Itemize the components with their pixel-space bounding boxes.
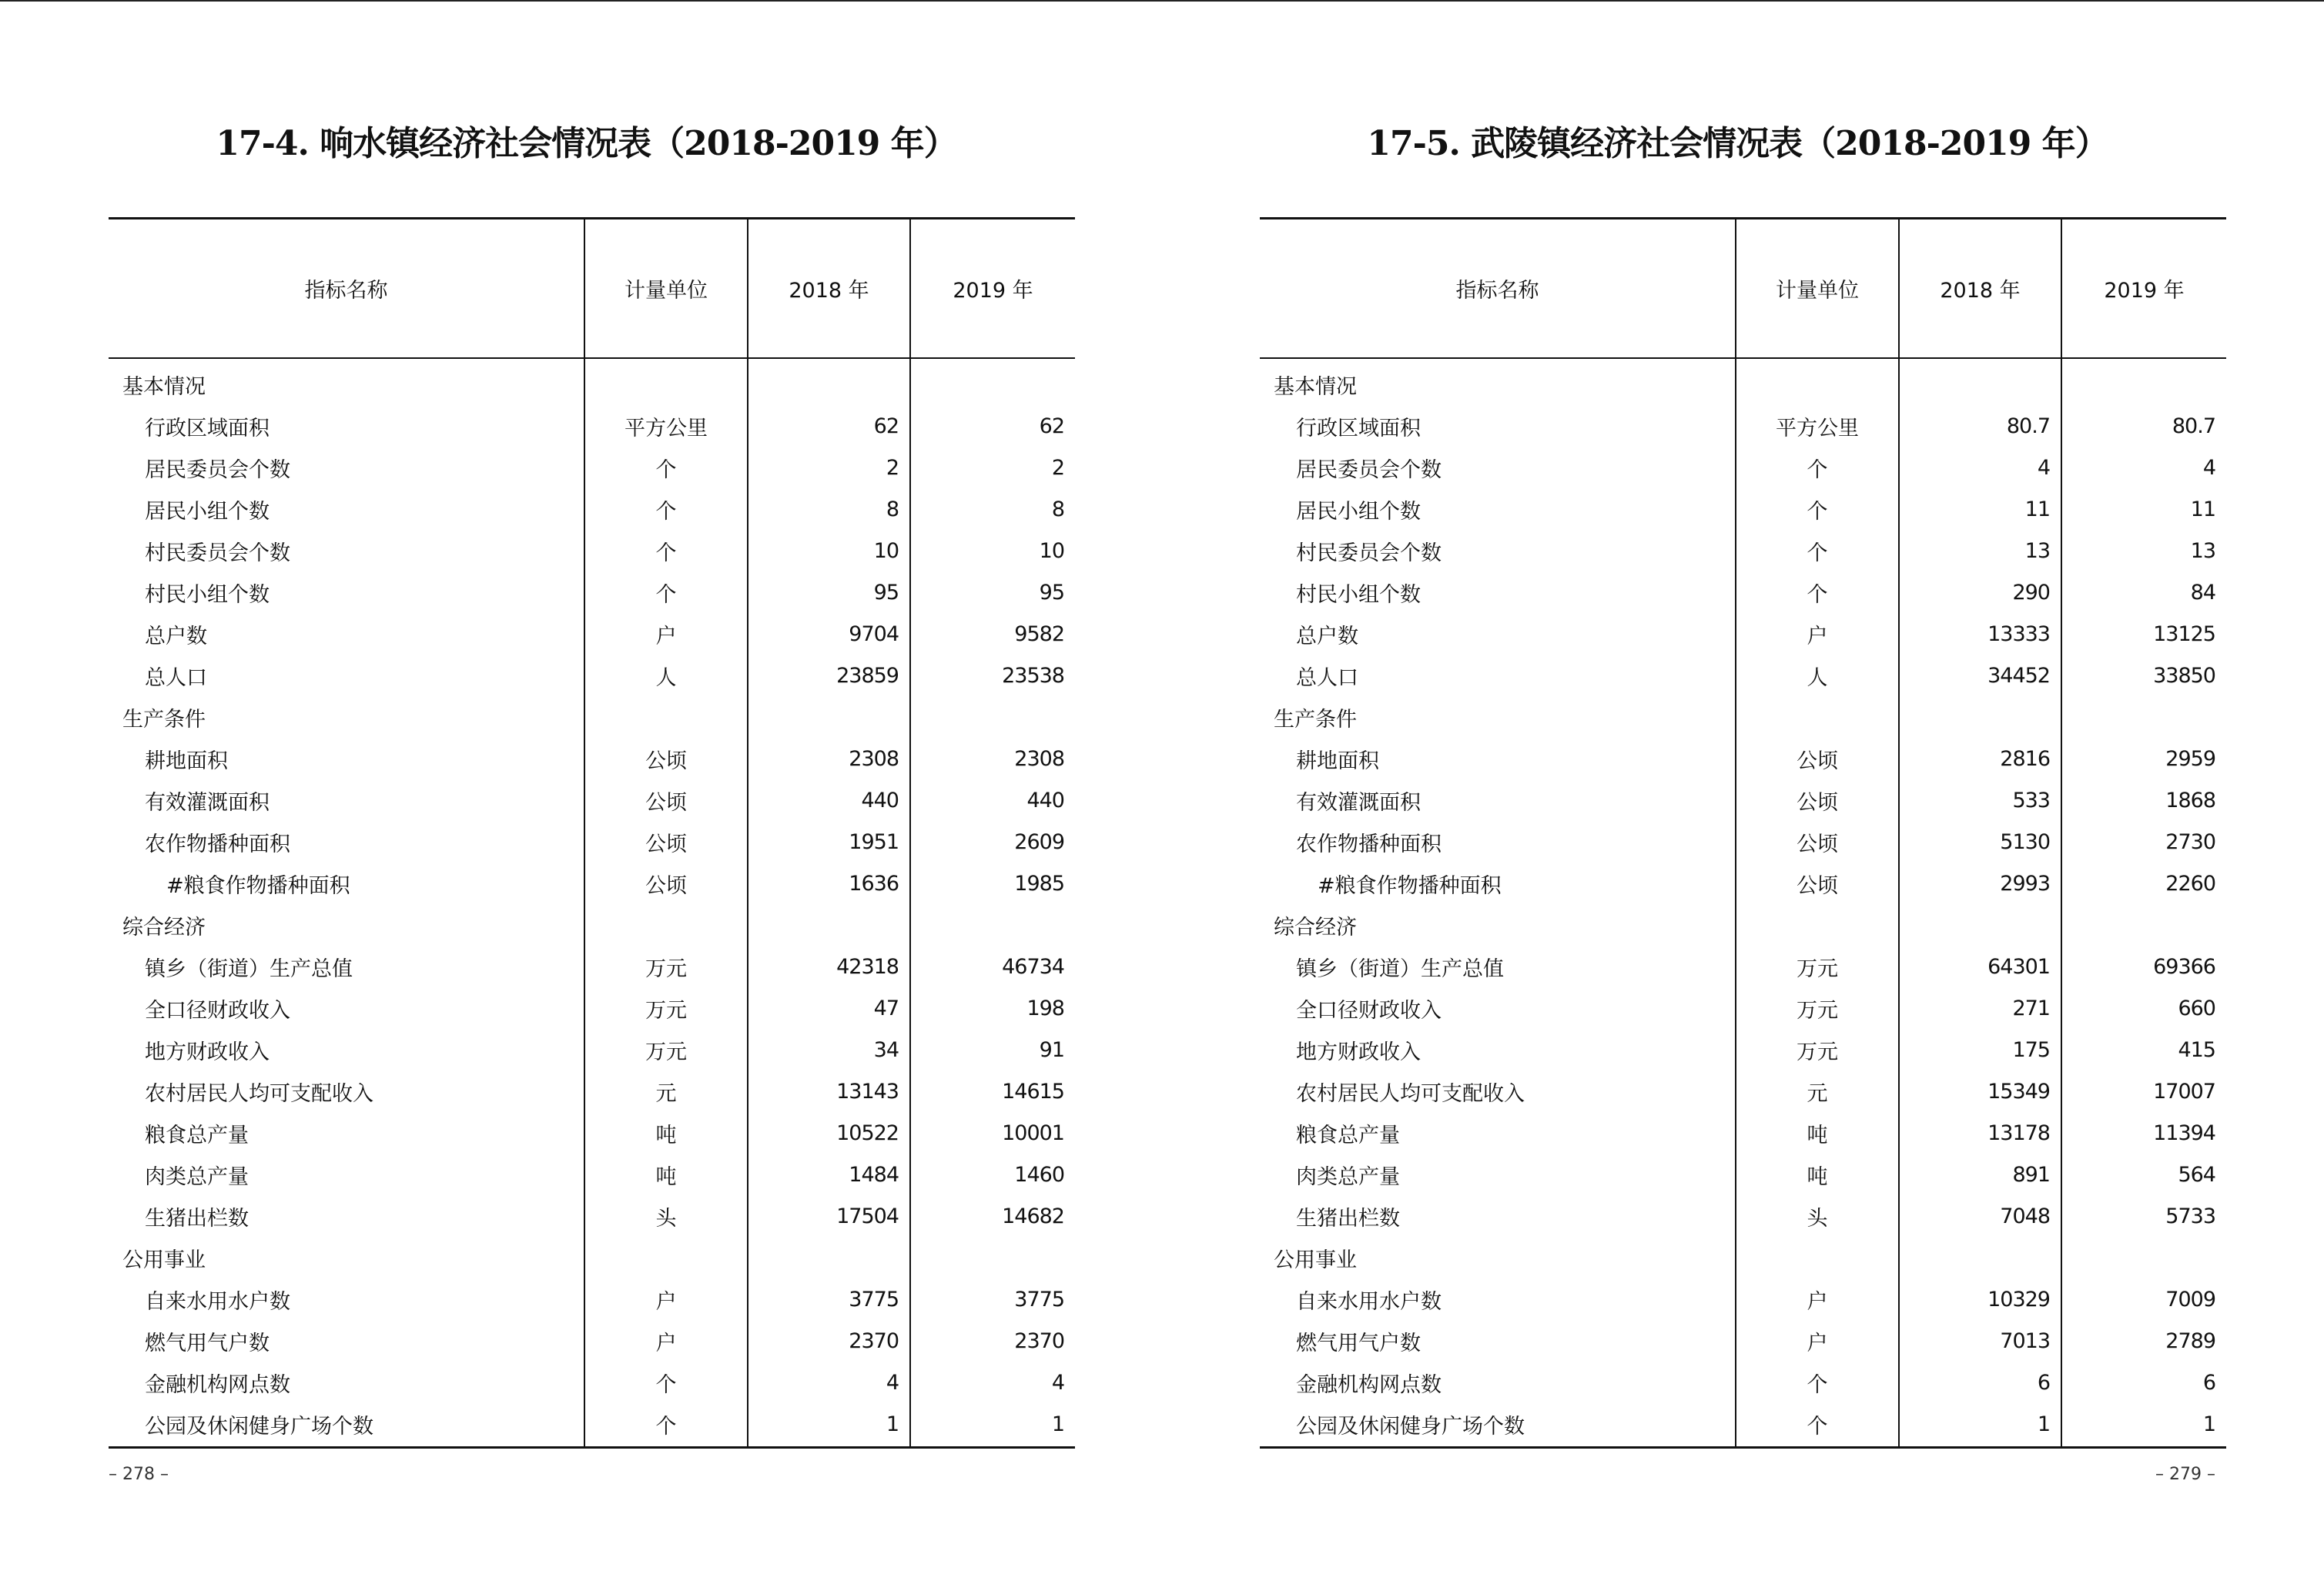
unit-cell: [584, 696, 748, 738]
unit-cell: 万元: [1736, 946, 1899, 987]
value-2018-cell: 175: [1899, 1029, 2061, 1070]
value-2019-cell: [910, 904, 1075, 946]
value-2019-cell: 2789: [2165, 1328, 2215, 1353]
indicator-name-cell: 基本情况: [1260, 358, 1736, 405]
unit-cell: 头: [1736, 1195, 1899, 1237]
indicator-name-cell: 居民小组个数: [109, 488, 584, 530]
page-number: – 278 –: [109, 1465, 169, 1484]
table-row: [109, 1029, 1075, 1070]
value-2019-cell: 5733: [2165, 1204, 2215, 1228]
indicator-name-cell: 自来水用水户数: [1260, 1278, 1736, 1320]
unit-cell: 万元: [584, 987, 748, 1029]
indicator-name-cell: 总人口: [1260, 655, 1736, 696]
unit-cell: 公顷: [1736, 863, 1899, 904]
unit-cell: 元: [1736, 1070, 1899, 1112]
unit-cell: 公顷: [584, 779, 748, 821]
table-header-row: [109, 219, 1075, 359]
unit-cell: [584, 358, 748, 405]
page-number: – 279 –: [2155, 1465, 2215, 1484]
table-row: [109, 738, 1075, 779]
value-2018-cell: 2370: [748, 1320, 910, 1362]
value-2018-cell: 8: [748, 488, 910, 530]
value-2019-cell: 14682: [1002, 1204, 1064, 1228]
value-2019-cell: 1868: [2165, 788, 2215, 812]
value-2018-cell: 11: [1899, 488, 2061, 530]
value-2019-cell: 2370: [1014, 1328, 1064, 1353]
indicator-name-cell: 综合经济: [1260, 904, 1736, 946]
value-2018-cell: 13: [1899, 530, 2061, 571]
indicator-name-cell: 总户数: [1260, 613, 1736, 655]
value-2018-cell: 2308: [748, 738, 910, 779]
table-row: [1260, 1070, 2226, 1112]
indicator-name-cell: 有效灌溉面积: [109, 779, 584, 821]
indicator-name-cell: 总户数: [109, 613, 584, 655]
value-2018-cell: 533: [1899, 779, 2061, 821]
table-row: [109, 1320, 1075, 1362]
unit-cell: 个: [1736, 1403, 1899, 1448]
value-2019-cell: 13: [2190, 538, 2215, 563]
value-2019-cell: 10001: [1002, 1121, 1064, 1145]
value-2018-cell: 2: [748, 447, 910, 488]
value-2019-cell: 7009: [2165, 1287, 2215, 1312]
indicator-name-cell: 肉类总产量: [1260, 1154, 1736, 1195]
table-row: [109, 1154, 1075, 1195]
value-2019-cell: [2061, 358, 2226, 405]
value-2018-cell: [1899, 1237, 2061, 1278]
section-row: [1260, 904, 2226, 946]
indicator-name-cell: 肉类总产量: [109, 1154, 584, 1195]
unit-cell: 万元: [584, 1029, 748, 1070]
value-2018-cell: 2816: [1899, 738, 2061, 779]
unit-cell: 个: [1736, 530, 1899, 571]
unit-cell: [584, 904, 748, 946]
unit-cell: 万元: [1736, 987, 1899, 1029]
value-2019-cell: 6: [2202, 1370, 2215, 1395]
section-row: [1260, 696, 2226, 738]
table-row: [1260, 1195, 2226, 1237]
value-2018-cell: 15349: [1899, 1070, 2061, 1112]
value-2019-cell: [2061, 1237, 2226, 1278]
indicator-name-cell: 村民委员会个数: [109, 530, 584, 571]
value-2019-cell: 80.7: [2172, 414, 2215, 438]
value-2019-cell: 4: [1051, 1370, 1064, 1395]
table-row: [109, 405, 1075, 447]
indicator-name-cell: 居民委员会个数: [109, 447, 584, 488]
indicator-name-cell: 地方财政收入: [1260, 1029, 1736, 1070]
value-2018-cell: 10: [748, 530, 910, 571]
section-row: [1260, 1237, 2226, 1278]
value-2019-cell: 46734: [1002, 954, 1064, 979]
value-2018-cell: 10522: [748, 1112, 910, 1154]
value-2018-cell: 1: [748, 1403, 910, 1448]
indicator-name-cell: 耕地面积: [109, 738, 584, 779]
unit-cell: 个: [584, 447, 748, 488]
value-2018-cell: 290: [1899, 571, 2061, 613]
value-2019-cell: 660: [2178, 996, 2215, 1020]
table-row: [1260, 863, 2226, 904]
unit-cell: 平方公里: [584, 405, 748, 447]
value-2019-cell: 23538: [1002, 663, 1064, 688]
value-2018-cell: 3775: [748, 1278, 910, 1320]
value-2019-cell: 84: [2190, 580, 2215, 605]
value-2019-cell: 62: [1039, 414, 1064, 438]
unit-cell: 元: [584, 1070, 748, 1112]
indicator-name-cell: 燃气用气户数: [1260, 1320, 1736, 1362]
indicator-name-cell: 生产条件: [1260, 696, 1736, 738]
unit-cell: 个: [1736, 571, 1899, 613]
unit-cell: 人: [584, 655, 748, 696]
unit-cell: 吨: [1736, 1154, 1899, 1195]
value-2019-cell: 14615: [1002, 1079, 1064, 1104]
value-2018-cell: [1899, 696, 2061, 738]
value-2018-cell: 13333: [1899, 613, 2061, 655]
table-row: [109, 1403, 1075, 1448]
value-2018-cell: [748, 1237, 910, 1278]
value-2018-cell: 891: [1899, 1154, 2061, 1195]
table-row: [1260, 987, 2226, 1029]
unit-cell: 公顷: [584, 821, 748, 863]
value-2019-cell: 2260: [2165, 871, 2215, 896]
column-header-2018: 2018 年: [1899, 219, 2061, 359]
table-row: [1260, 946, 2226, 987]
value-2019-cell: 33850: [2153, 663, 2215, 688]
statistics-table: [1260, 217, 2226, 1449]
indicator-name-cell: 总人口: [109, 655, 584, 696]
value-2019-cell: 8: [1051, 497, 1064, 521]
table-row: [1260, 613, 2226, 655]
indicator-name-cell: 公用事业: [109, 1237, 584, 1278]
top-rule: [0, 0, 2324, 2]
value-2019-cell: 10: [1039, 538, 1064, 563]
value-2018-cell: 42318: [748, 946, 910, 987]
unit-cell: 公顷: [1736, 821, 1899, 863]
table-row: [109, 1112, 1075, 1154]
table-row: [109, 987, 1075, 1029]
value-2019-cell: 1: [910, 1403, 1075, 1448]
value-2018-cell: 17504: [748, 1195, 910, 1237]
indicator-name-cell: 村民小组个数: [1260, 571, 1736, 613]
table-row: [109, 571, 1075, 613]
table-row: [1260, 488, 2226, 530]
value-2019-cell: [2061, 904, 2226, 946]
value-2018-cell: 440: [748, 779, 910, 821]
table-row: [109, 655, 1075, 696]
unit-cell: 个: [584, 1362, 748, 1403]
unit-cell: 头: [584, 1195, 748, 1237]
value-2018-cell: 7048: [1899, 1195, 2061, 1237]
table-row: [109, 779, 1075, 821]
indicator-name-cell: 有效灌溉面积: [1260, 779, 1736, 821]
unit-cell: 户: [1736, 1278, 1899, 1320]
column-header-indicator: 指标名称: [1260, 219, 1736, 359]
indicator-name-cell: #粮食作物播种面积: [109, 863, 584, 904]
value-2018-cell: 6: [1899, 1362, 2061, 1403]
value-2018-cell: 1636: [748, 863, 910, 904]
value-2019-cell: 9582: [1014, 621, 1064, 646]
column-header-indicator: 指标名称: [109, 219, 584, 359]
section-row: [1260, 358, 2226, 405]
unit-cell: 吨: [584, 1154, 748, 1195]
value-2019-cell: 13125: [2153, 621, 2215, 646]
value-2018-cell: 2993: [1899, 863, 2061, 904]
value-2018-cell: [1899, 904, 2061, 946]
value-2019-cell: 91: [1039, 1037, 1064, 1062]
indicator-name-cell: 公园及休闲健身广场个数: [1260, 1403, 1736, 1448]
value-2019-cell: [910, 358, 1075, 405]
unit-cell: 个: [1736, 1362, 1899, 1403]
indicator-name-cell: 自来水用水户数: [109, 1278, 584, 1320]
value-2018-cell: 5130: [1899, 821, 2061, 863]
table-title: 17-4. 响水镇经济社会情况表（2018-2019 年）: [216, 124, 957, 163]
column-header-2018: 2018 年: [748, 219, 910, 359]
unit-cell: 吨: [1736, 1112, 1899, 1154]
table-header-row: [1260, 219, 2226, 359]
table-row: [1260, 779, 2226, 821]
table-row: [1260, 571, 2226, 613]
table-row: [109, 946, 1075, 987]
indicator-name-cell: 耕地面积: [1260, 738, 1736, 779]
unit-cell: 户: [584, 1320, 748, 1362]
table-row: [1260, 1278, 2226, 1320]
value-2018-cell: 95: [748, 571, 910, 613]
value-2019-cell: 3775: [1014, 1287, 1064, 1312]
column-header-unit: 计量单位: [1736, 219, 1899, 359]
indicator-name-cell: 生猪出栏数: [109, 1195, 584, 1237]
indicator-name-cell: 农村居民人均可支配收入: [109, 1070, 584, 1112]
indicator-name-cell: 金融机构网点数: [1260, 1362, 1736, 1403]
unit-cell: 吨: [584, 1112, 748, 1154]
value-2019-cell: 11394: [2153, 1121, 2215, 1145]
table-row: [1260, 1154, 2226, 1195]
value-2019-cell: 2959: [2165, 746, 2215, 771]
unit-cell: 户: [584, 613, 748, 655]
indicator-name-cell: 村民委员会个数: [1260, 530, 1736, 571]
value-2018-cell: 271: [1899, 987, 2061, 1029]
value-2019-cell: 440: [1026, 788, 1064, 812]
value-2018-cell: 62: [748, 405, 910, 447]
value-2019-cell: [910, 1237, 1075, 1278]
value-2019-cell: 17007: [2153, 1079, 2215, 1104]
indicator-name-cell: 燃气用气户数: [109, 1320, 584, 1362]
indicator-name-cell: 地方财政收入: [109, 1029, 584, 1070]
unit-cell: 户: [584, 1278, 748, 1320]
unit-cell: 公顷: [584, 738, 748, 779]
indicator-name-cell: 生猪出栏数: [1260, 1195, 1736, 1237]
section-row: [109, 1237, 1075, 1278]
value-2018-cell: 34: [748, 1029, 910, 1070]
value-2019-cell: [2061, 696, 2226, 738]
section-row: [109, 696, 1075, 738]
value-2018-cell: [748, 696, 910, 738]
indicator-name-cell: 公园及休闲健身广场个数: [109, 1403, 584, 1448]
table-row: [1260, 1029, 2226, 1070]
unit-cell: 公顷: [584, 863, 748, 904]
value-2019-cell: 415: [2178, 1037, 2215, 1062]
value-2019-cell: 1460: [1014, 1162, 1064, 1187]
indicator-name-cell: 生产条件: [109, 696, 584, 738]
indicator-name-cell: 全口径财政收入: [109, 987, 584, 1029]
indicator-name-cell: 基本情况: [109, 358, 584, 405]
value-2018-cell: 13143: [748, 1070, 910, 1112]
indicator-name-cell: 行政区域面积: [1260, 405, 1736, 447]
table-row: [1260, 530, 2226, 571]
indicator-name-cell: 农作物播种面积: [1260, 821, 1736, 863]
indicator-name-cell: 粮食总产量: [109, 1112, 584, 1154]
column-header-unit: 计量单位: [584, 219, 748, 359]
column-header-2019: 2019 年: [910, 219, 1075, 359]
table-row: [1260, 447, 2226, 488]
value-2018-cell: [748, 358, 910, 405]
table-row: [1260, 655, 2226, 696]
value-2018-cell: 1: [1899, 1403, 2061, 1448]
indicator-name-cell: 农作物播种面积: [109, 821, 584, 863]
unit-cell: 万元: [584, 946, 748, 987]
indicator-name-cell: 金融机构网点数: [109, 1362, 584, 1403]
table-row: [109, 447, 1075, 488]
unit-cell: 户: [1736, 1320, 1899, 1362]
value-2018-cell: 9704: [748, 613, 910, 655]
value-2018-cell: 34452: [1899, 655, 2061, 696]
value-2019-cell: [910, 696, 1075, 738]
value-2018-cell: [1899, 358, 2061, 405]
unit-cell: 万元: [1736, 1029, 1899, 1070]
value-2018-cell: 23859: [748, 655, 910, 696]
table-row: [1260, 1362, 2226, 1403]
table-row: [109, 821, 1075, 863]
table-row: [1260, 405, 2226, 447]
value-2019-cell: 198: [1026, 996, 1064, 1020]
value-2018-cell: 64301: [1899, 946, 2061, 987]
table-row: [109, 863, 1075, 904]
indicator-name-cell: 居民委员会个数: [1260, 447, 1736, 488]
unit-cell: [1736, 1237, 1899, 1278]
indicator-name-cell: 居民小组个数: [1260, 488, 1736, 530]
value-2019-cell: 2730: [2165, 829, 2215, 854]
unit-cell: [1736, 904, 1899, 946]
unit-cell: 个: [1736, 488, 1899, 530]
unit-cell: 平方公里: [1736, 405, 1899, 447]
table-row: [109, 613, 1075, 655]
table-row: [1260, 738, 2226, 779]
table-row: [109, 1278, 1075, 1320]
indicator-name-cell: 粮食总产量: [1260, 1112, 1736, 1154]
indicator-name-cell: 镇乡（街道）生产总值: [109, 946, 584, 987]
indicator-name-cell: 农村居民人均可支配收入: [1260, 1070, 1736, 1112]
statistics-table: [109, 217, 1075, 1449]
value-2019-cell: 2: [1051, 455, 1064, 480]
value-2018-cell: 4: [1899, 447, 2061, 488]
unit-cell: [584, 1237, 748, 1278]
unit-cell: [1736, 696, 1899, 738]
indicator-name-cell: #粮食作物播种面积: [1260, 863, 1736, 904]
unit-cell: 个: [1736, 447, 1899, 488]
indicator-name-cell: 综合经济: [109, 904, 584, 946]
value-2019-cell: 2609: [1014, 829, 1064, 854]
indicator-name-cell: 公用事业: [1260, 1237, 1736, 1278]
indicator-name-cell: 村民小组个数: [109, 571, 584, 613]
value-2019-cell: 95: [1039, 580, 1064, 605]
unit-cell: [1736, 358, 1899, 405]
value-2018-cell: 13178: [1899, 1112, 2061, 1154]
table-body: [1260, 358, 2226, 1448]
table-row: [109, 488, 1075, 530]
table-row: [1260, 1112, 2226, 1154]
value-2019-cell: 4: [2202, 455, 2215, 480]
table-title: 17-5. 武陵镇经济社会情况表（2018-2019 年）: [1367, 124, 2108, 163]
value-2018-cell: 47: [748, 987, 910, 1029]
table-row: [109, 1070, 1075, 1112]
value-2019-cell: 11: [2190, 497, 2215, 521]
table-row: [109, 1195, 1075, 1237]
value-2018-cell: [748, 904, 910, 946]
value-2019-cell: 69366: [2153, 954, 2215, 979]
column-header-2019: 2019 年: [2061, 219, 2226, 359]
value-2018-cell: 80.7: [1899, 405, 2061, 447]
indicator-name-cell: 镇乡（街道）生产总值: [1260, 946, 1736, 987]
table-row: [1260, 821, 2226, 863]
unit-cell: 个: [584, 1403, 748, 1448]
unit-cell: 个: [584, 571, 748, 613]
value-2018-cell: 1951: [748, 821, 910, 863]
value-2019-cell: 2308: [1014, 746, 1064, 771]
section-row: [109, 904, 1075, 946]
unit-cell: 个: [584, 530, 748, 571]
value-2019-cell: 564: [2178, 1162, 2215, 1187]
indicator-name-cell: 行政区域面积: [109, 405, 584, 447]
value-2018-cell: 4: [748, 1362, 910, 1403]
table-row: [1260, 1403, 2226, 1448]
indicator-name-cell: 全口径财政收入: [1260, 987, 1736, 1029]
unit-cell: 个: [584, 488, 748, 530]
value-2019-cell: 1: [2061, 1403, 2226, 1448]
table-row: [1260, 1320, 2226, 1362]
unit-cell: 户: [1736, 613, 1899, 655]
table-body: [109, 358, 1075, 1448]
value-2018-cell: 7013: [1899, 1320, 2061, 1362]
section-row: [109, 358, 1075, 405]
value-2018-cell: 10329: [1899, 1278, 2061, 1320]
table-row: [109, 1362, 1075, 1403]
unit-cell: 公顷: [1736, 738, 1899, 779]
table-row: [109, 530, 1075, 571]
unit-cell: 公顷: [1736, 779, 1899, 821]
value-2018-cell: 1484: [748, 1154, 910, 1195]
value-2019-cell: 1985: [1014, 871, 1064, 896]
unit-cell: 人: [1736, 655, 1899, 696]
